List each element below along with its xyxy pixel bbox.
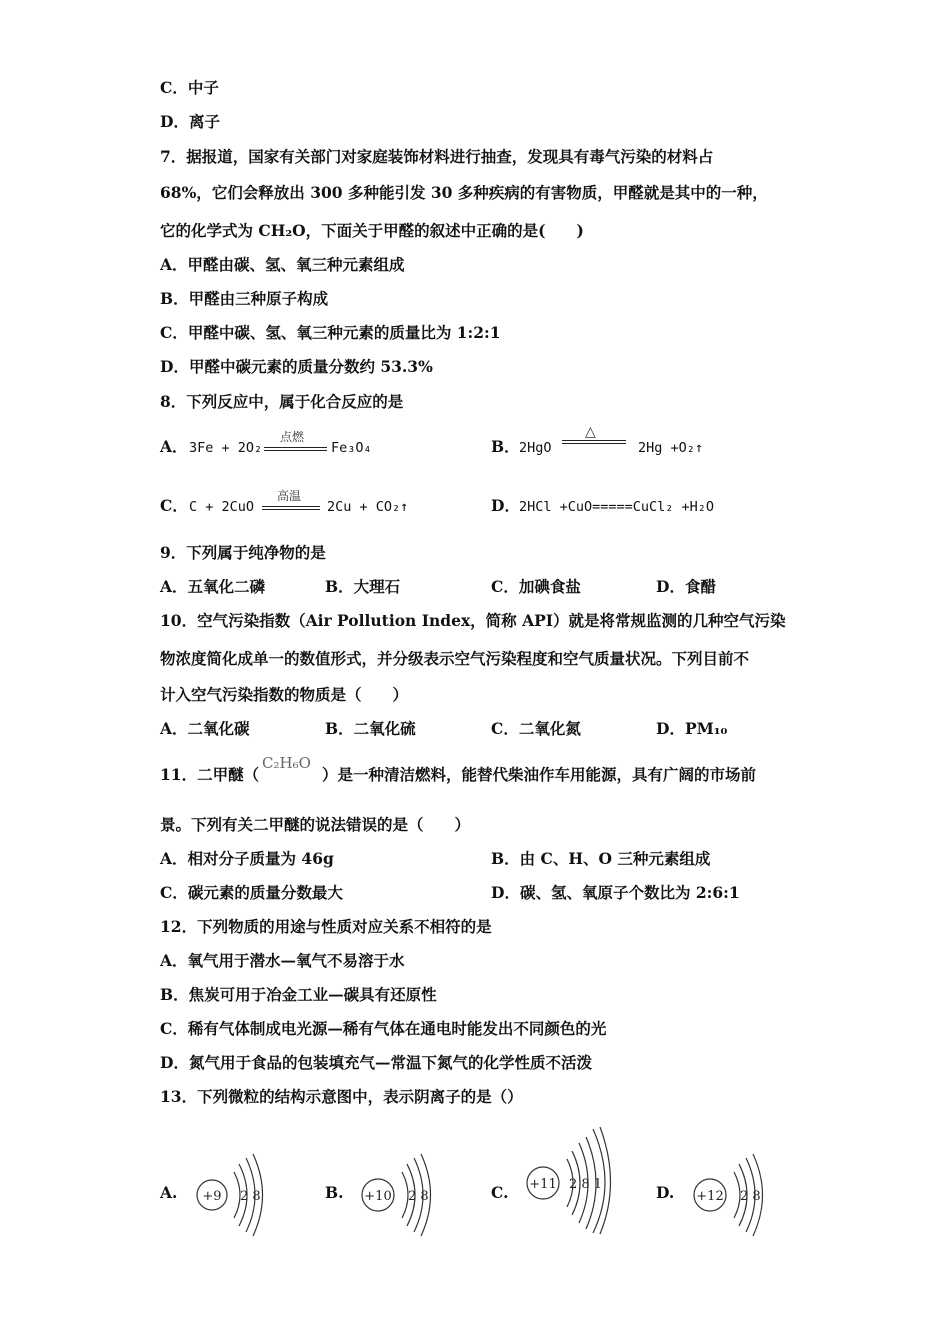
q10-stem-line3: 计入空气污染指数的物质是（ ）: [160, 685, 409, 704]
atom-b-nucleus: +10: [364, 1189, 392, 1204]
q8-a-reactants: 3Fe + 2O₂: [189, 440, 263, 456]
q11-option-b: B．由 C、H、O 三种元素组成: [491, 849, 711, 868]
q11-option-a: A．相对分子质量为 46g: [160, 849, 334, 868]
q10-option-b: B．二氧化硫: [325, 719, 416, 738]
q8-b-reactants: 2HgO: [519, 440, 552, 456]
q11-stem-prefix: 11．二甲醚（: [160, 765, 260, 784]
q8-b-label: B．: [491, 437, 520, 456]
q11-stem-line2: 景。下列有关二甲醚的说法错误的是（ ）: [160, 815, 471, 834]
q7-stem-line1: 7．据报道，国家有关部门对家庭装饰材料进行抽查，发现具有毒气污染的材料占: [160, 147, 714, 166]
q8-c-reactants: C + 2CuO: [189, 499, 255, 515]
q10-stem-line2: 物浓度简化成单一的数值形式，并分级表示空气污染程度和空气质量状况。下列目前不: [160, 649, 750, 668]
q8-a-label: A．: [160, 437, 188, 456]
q13-c-label: C.: [491, 1183, 509, 1202]
q8-a-condition: 点燃: [280, 430, 305, 444]
q8-c-label: C．: [160, 496, 188, 515]
q8-b-products: 2Hg +O₂↑: [638, 440, 704, 456]
q12-option-d: D．氮气用于食品的包装填充气—常温下氮气的化学性质不活泼: [160, 1053, 592, 1072]
q7-option-c: C．甲醛中碳、氢、氧三种元素的质量比为 1:2:1: [160, 323, 501, 342]
q9-option-a: A．五氧化二磷: [160, 577, 266, 596]
q12-option-a: A．氧气用于潜水—氧气不易溶于水: [160, 951, 405, 970]
atom-b-shells: 2 8: [408, 1189, 429, 1204]
q7-stem-line2: 68%，它们会释放出 300 多种能引发 30 多种疾病的有害物质，甲醛就是其中的一种，: [160, 183, 768, 202]
q8-b-condition: △: [585, 424, 596, 440]
q8-stem: 8．下列反应中，属于化合反应的是: [160, 392, 404, 411]
q12-option-b: B．焦炭可用于冶金工业—碳具有还原性: [160, 985, 437, 1004]
atom-a-shells: 2 8: [240, 1189, 261, 1204]
atom-diagram-b: [358, 1150, 448, 1240]
q9-stem: 9．下列属于纯净物的是: [160, 543, 326, 562]
atom-diagram-c: [522, 1125, 622, 1235]
atom-c-nucleus: +11: [529, 1177, 557, 1192]
q11-option-d: D．碳、氢、氧原子个数比为 2:6:1: [491, 883, 740, 902]
q11-option-c: C．碳元素的质量分数最大: [160, 883, 343, 902]
q10-option-c: C．二氧化氮: [491, 719, 581, 738]
q13-a-label: A.: [160, 1183, 178, 1202]
q8-a-equals-bar: [264, 447, 327, 451]
q8-d-label: D．: [491, 496, 520, 515]
atom-d-shells: 2 8: [740, 1189, 761, 1204]
atom-d-nucleus: +12: [696, 1189, 724, 1204]
q8-c-condition: 高温: [277, 489, 302, 503]
q8-c-products: 2Cu + CO₂↑: [327, 499, 409, 515]
q10-stem-line1: 10．空气污染指数（Air Pollution Index，简称 API）就是将常规监测的几种空气污染: [160, 611, 786, 630]
q10-option-a: A．二氧化碳: [160, 719, 250, 738]
q7-stem-line3: 它的化学式为 CH₂O，下面关于甲醛的叙述中正确的是( ): [160, 221, 584, 240]
q8-d-equation: 2HCl +CuO=====CuCl₂ +H₂O: [519, 499, 715, 515]
q10-option-d: D．PM₁₀: [656, 719, 728, 738]
atom-a-nucleus: +9: [202, 1189, 222, 1204]
q7-option-d: D．甲醛中碳元素的质量分数约 53.3%: [160, 357, 433, 376]
atom-c-shells: 2 8 1: [569, 1177, 603, 1192]
q7-option-b: B．甲醛由三种原子构成: [160, 289, 329, 308]
q11-stem-suffix: ）是一种清洁燃料，能替代柴油作车用能源，具有广阔的市场前: [322, 765, 757, 784]
q12-stem: 12．下列物质的用途与性质对应关系不相符的是: [160, 917, 492, 936]
q8-c-equals-bar: [262, 506, 320, 510]
q9-option-d: D．食醋: [656, 577, 716, 596]
q9-option-c: C．加碘食盐: [491, 577, 581, 596]
q8-b-equals-bar: [562, 440, 626, 444]
option-c-neutron: C．中子: [160, 78, 219, 97]
option-d-ion: D．离子: [160, 112, 220, 131]
atom-diagram-a: [192, 1150, 282, 1240]
q9-option-b: B．大理石: [325, 577, 401, 596]
q11-formula: C₂H₆O: [262, 754, 311, 772]
q13-b-label: B.: [325, 1183, 344, 1202]
atom-diagram-d: [690, 1150, 780, 1240]
q7-option-a: A．甲醛由碳、氢、氧三种元素组成: [160, 255, 405, 274]
q12-option-c: C．稀有气体制成电光源—稀有气体在通电时能发出不同颜色的光: [160, 1019, 607, 1038]
q13-stem: 13．下列微粒的结构示意图中，表示阴离子的是（）: [160, 1087, 523, 1106]
q13-d-label: D.: [656, 1183, 675, 1202]
q8-a-products: Fe₃O₄: [331, 440, 372, 456]
